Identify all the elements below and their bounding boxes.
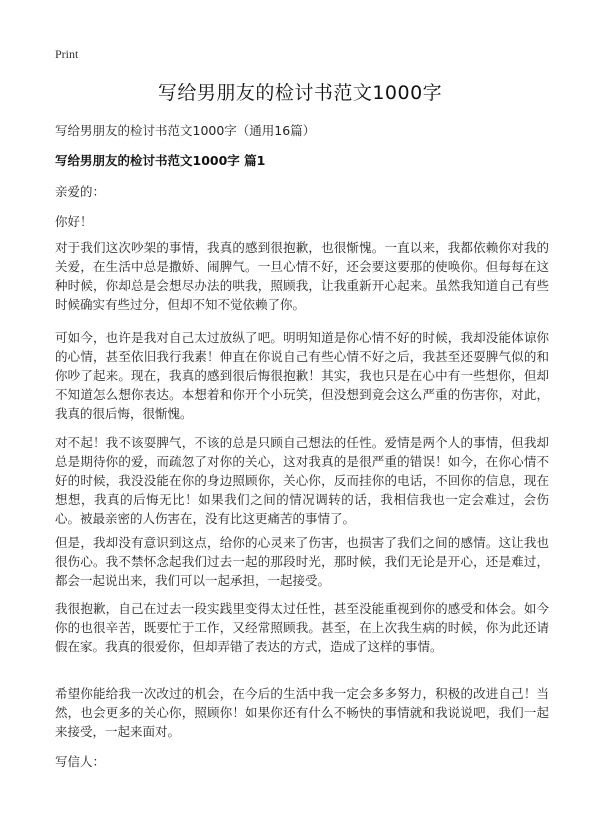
body-paragraph-6: 希望你能给我一次改过的机会，在今后的生活中我一定会多多努力，积极的改进自己！当然，也会更多的关心你，照顾你！如果你还有什么不畅快的事情就和我说说吧，我们一起来接受，一起来面对。 (55, 686, 549, 739)
section-heading: 写给男朋友的检讨书范文1000字 篇1 (55, 153, 266, 168)
greeting: 你好！ (55, 214, 93, 229)
salutation: 亲爱的： (55, 184, 106, 199)
print-link[interactable]: Print (55, 47, 79, 61)
signature-label: 写信人： (55, 754, 106, 769)
document-subtitle: 写给男朋友的检讨书范文1000字（通用16篇） (55, 123, 316, 138)
body-paragraph-1: 对于我们这次吵架的事情，我真的感到很抱歉，也很惭愧。一直以来，我都依赖你对我的关爱，在生活中总是撒娇、闹脾气。一旦心情不好，还会要这要那的使唤你。但每每在这种时候，你却总是会想尽办法的哄我，照顾我，让我重新开心起来。虽然我知道自己有些时候确实有些过分，但却不知不觉依赖了你。 (55, 240, 549, 312)
page-title: 写给男朋友的检讨书范文1000字 (157, 82, 443, 104)
body-paragraph-3: 对不起！我不该耍脾气，不该的总是只顾自己想法的任性。爱情是两个人的事情，但我却总是期待你的爱，而疏忽了对你的关心，这对我真的是很严重的错误！如今，在你心情不好的时候，我没没能在你的身边照顾你，关心你，反而挂你的电话，不回你的信息，现在想想，我真的后悔无比！如果我们之间的情况调转的话，我相信我也一定会难过，会伤心。被最亲密的人伤害在，没有比这更痛苦的事情了。 (55, 435, 549, 526)
body-paragraph-4: 但是，我却没有意识到这点，给你的心灵来了伤害，也损害了我们之间的感情。这让我也很伤心。我不禁怀念起我们过去一起的那段时光，那时候，我们无论是开心，还是难过，都会一起说出来，我们可以一起承担，一起接受。 (55, 535, 549, 588)
body-paragraph-5: 我很抱歉，自己在过去一段实践里变得太过任性，甚至没能重视到你的感受和体会。如今你的也很辛苦，既要忙于工作，又经常照顾我。甚至，在上次我生病的时候，你为此还请假在家。我真的很爱你，但却弄错了表达的方式，造成了这样的事情。 (55, 601, 549, 654)
body-paragraph-2: 可如今，也许是我对自己太过放纵了吧。明明知道是你心情不好的时候，我却没能体谅你的心情，甚至依旧我行我素！伸直在你说自己有些心情不好之后，我甚至还耍脾气似的和你吵了起来。现在，我真的感到很后悔很抱歉！其实，我也只是在心中有一些想你，但却不知道怎么想你表达。本想着和你开个小玩笑，但没想到竟会这么严重的伤害你，对此，我真的很后悔，很惭愧。 (55, 330, 549, 421)
